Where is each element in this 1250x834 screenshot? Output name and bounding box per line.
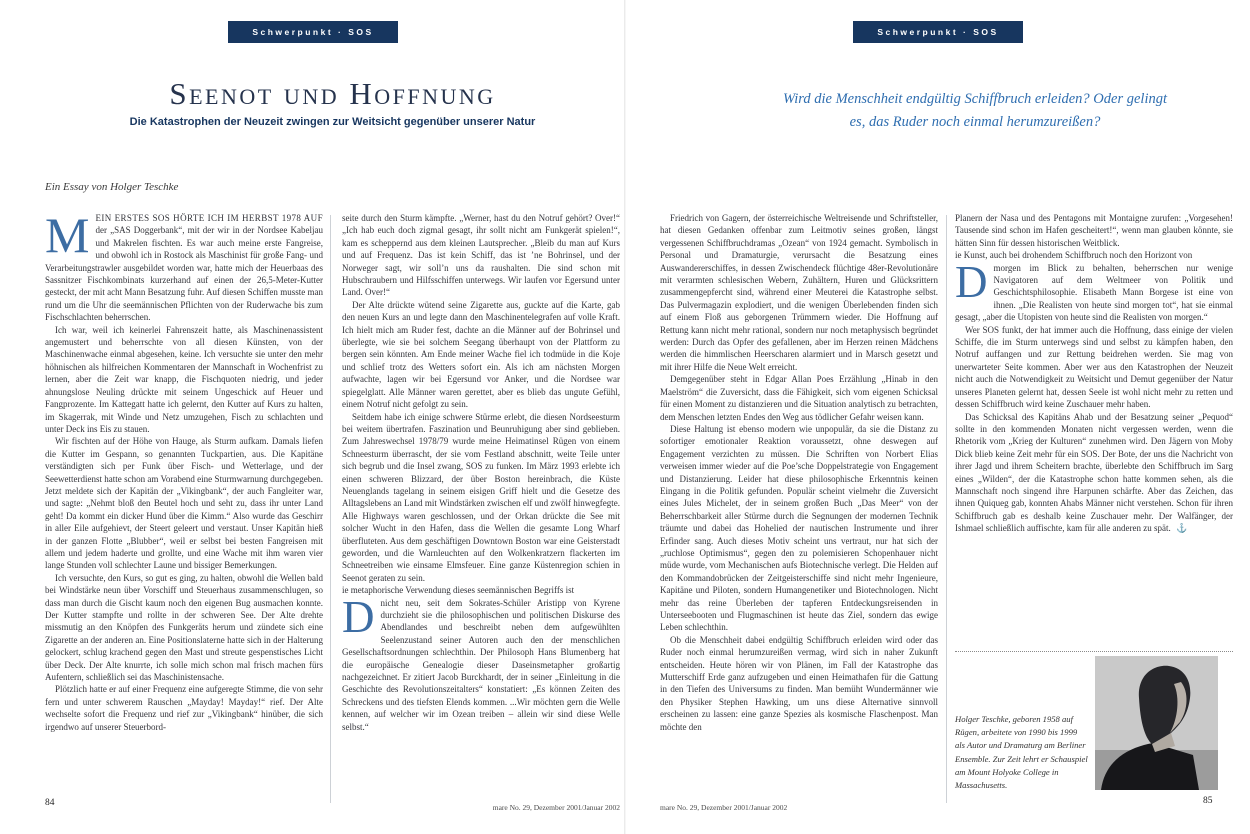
lead-line: ie metaphorische Verwendung dieses seemännischen Begriffs ist: [342, 585, 575, 596]
section-label: Schwerpunkt · SOS: [252, 27, 374, 37]
right-page: [625, 0, 1250, 834]
drop-cap: D: [342, 591, 375, 642]
author-bio: Holger Teschke, geboren 1958 auf Rügen, arbeitete von 1990 bis 1999 als Autor und Dramaturg am Berliner Ensemble. Zur Zeit lehrt er Schauspiel am Mount Holyoke College in Massachusetts.: [955, 714, 1088, 791]
byline: Ein Essay von Holger Teschke: [45, 181, 179, 193]
right-page-column-2: [955, 212, 1233, 654]
paragraph: Ob die Menschheit dabei endgültig Schiffbruch erleiden wird oder das Ruder noch einmal herumzureißen vermag, wird sich in naher Zukunft entscheiden. Heute hören wir von Plänen, im Fall der Katastrophe das Mutterschiff Erde ganz aufzugeben und einen Heimathafen für die Gattung in den Tiefen des Universums zu finden. Man bemüht Wundermänner wie den Physiker Stephen Hawking, um uns diese Alternative sinnvoll erscheinen zu lassen: eine ganze Spezies als kosmische Flaschenpost. Man möchte den: [660, 634, 938, 732]
center-gutter: [624, 0, 626, 834]
issue-footer-left: mare No. 29, Dezember 2001/Januar 2002: [492, 803, 620, 812]
paragraph: Ich war, weil ich keinerlei Fahrenszeit hatte, als Maschinenassistent angemustert und beherrschte von all diesen Künsten, von der Maschinenwache einmal abgesehen, keine. Ich versuchte sie unter den mehr höhnischen als hilfreichen Kommentaren der Mannschaft in Wochenfrist zu lernen, aber die Zeit war knapp, die Fischquoten niedrig, und jeder ahnungslose Neuling drückte mit seinem Ungeschick auf Heuer und Fangprozente. Im Kattegatt hatte ich gelernt, den Kutter auf Kurs zu halten, im Skagerrak, mit Winde und Netz umzugehen, Fisch zu schlachten und unter Deck ins Eis zu stauen.: [45, 324, 323, 434]
paragraph: seite durch den Sturm kämpfte. „Werner, hast du den Notruf gehört? Over!“ „Ich hab euch doch zigmal gesagt, ihr sollt nicht am Funkgerät spielen!“, kam es scheppernd aus dem kleinen Lautsprecher. „Bleib du man auf Kurs und auf Frequenz. Das ist kein Schiff, das ist ’ne Bohrinsel, und der Norweger sagt, wir soll’n uns da raushalten. Die sind schon mit Hubschraubern und Hilfsschiffen unterwegs. Wir laufen vor Egersund unter Land. Over!“: [342, 213, 620, 298]
paragraph: MEIN ERSTES SOS HÖRTE ICH IM HERBST 1978 AUF der „SAS Doggerbank“, mit der wir in der Nordsee Kabeljau und Makrelen fischten. Es war auch meine erste Fangreise, und obwohl ich in Rostock als Maschinist für große Fang- und Verarbeitungstrawler ausgebildet worden war, hatte mich der Heuerbaas des Sassnitzer Fischkombinats kurzerhand auf einen der 26,5-Meter-Kutter gesteckt, der mit acht Mann Besatzung fuhr. Auf diesen Schiffen musste man rund um die Uhr die seemännischen Pflichten von der Ruderwache bis zum Fischschlachten beherrschen.: [45, 212, 323, 323]
left-page-column-2: [342, 212, 620, 808]
page-number-right: 85: [1203, 796, 1213, 806]
drop-cap: D: [955, 256, 988, 307]
author-photo: [1095, 656, 1218, 790]
article-title: Seenot und Hoffnung: [169, 76, 496, 111]
paragraph: Wer SOS funkt, der hat immer auch die Hoffnung, dass einige der vielen Schiffe, die im Sturm unterwegs sind und selbst zu kämpfen haben, den Notruf auffangen und zur Rettung beidrehen werden. Sie mag von unerwarteter Seite kommen. Aber wer aus den Katastrophen der Neuzeit nicht auch die Notwendigkeit zu Weitsicht und Demut gegenüber der Natur unseres Planeten gelernt hat, dessen Seele ist wohl nicht mehr zu retten und dessen Schiffbruch wird keine Zuschauer mehr haben.: [955, 324, 1233, 410]
paragraph: Seitdem habe ich einige schwere Stürme erlebt, die diesen Nordseesturm bei weitem übertrafen. Faszination und Beunruhigung aber sind geblieben. Zum Jahreswechsel 1978/79 wurde meine Heimatinsel Rügen von einem Schneesturm überrascht, der sie vom Festland abschnitt, weite Teile unter sich begrub und die Insel zwang, SOS zu funken. Im März 1993 erlebte ich einen schweren Blizzard, der über Boston hereinbrach, die Küste Neuenglands tagelang in seinem eisigen Griff hielt und die Gesetze des Alltagslebens an Land mit Windstärken zwischen elf und zwölf hinwegfegte. Alle Highways waren geschlossen, und der Orkan drückte die See mit solcher Wucht in den Hafen, dass die Wellen die gesamte Long Wharf überfluteten. Aus dem geschäftigen Downtown Boston war eine Geisterstadt geworden, und die Warnleuchten auf den Wolkenkratzern flackerten im Schneetreiben wie einsame Elmsfeuer. Eine ganze Küstenregion schien in Seenot geraten zu sein.: [342, 411, 620, 583]
author-portrait-illustration: [1095, 656, 1218, 790]
paragraph: Friedrich von Gagern, der österreichische Weltreisende und Schriftsteller, hat diesen Gedanken offenbar zum Leitmotiv seines großen, längst vergessenen Schiffbruchdramas „Ozean“ von 1924 gemacht. Symbolisch in Personal und Dramaturgie, verursacht die Besatzung eines Auswandererschiffes, in dessen Zwischendeck flüchtige 48er-Revolutionäre mit verarmten schlesischen Webern, Zuhältern, Huren und Glücksrittern zusammengepfercht sind, während einer Meuterei die Katastrophe selbst. Das Pulvermagazin explodiert, und die wenigen Überlebenden finden sich auf einem Floß aus geborgenen Trümmern wieder. Die Hoffnung auf Rettung kann nicht mehr rational, sondern nur noch metaphysisch begründet werden: Durch das Opfer des gefallenen, aber im Herzen reinen Mädchens werden die himmlischen Heerscharen alarmiert und in Marsch gesetzt und mit ihrer Hilfe die Neue Welt erreicht.: [660, 213, 938, 372]
column-divider-rule: [330, 215, 331, 803]
issue-footer-right: mare No. 29, Dezember 2001/Januar 2002: [660, 803, 788, 812]
bio-divider-rule: [955, 651, 1233, 652]
left-page-column-1: [45, 212, 323, 808]
lead-line: ie Kunst, auch bei drohendem Schiffbruch noch den Horizont von: [955, 250, 1193, 261]
paragraph: ie Kunst, auch bei drohendem Schiffbruch noch den Horizont von D morgen im Blick zu behalten, beherrschen nur wenige Navigatoren auf dem Weltmeer von Politik und Geschichtsphilosophie. Elisabeth Mann Borgese ist eine von ihnen. „Die Realisten von heute sind morgen tot“, hat sie einmal gesagt, „aber die Utopisten von heute sind die Realisten von morgen.“: [955, 250, 1233, 323]
paragraph: Das Schicksal des Kapitäns Ahab und der Besatzung seiner „Pequod“ sollte in den kommenden Monaten nicht vergessen werden, wenn die Rhetorik vom „Krieg der Kulturen“ zunehmen wird. Den Jägern von Moby Dick blieb keine Zeit mehr für ein SOS. Der Bote, der uns die Nachricht von ihrer Jagd und ihrem Scheitern brachte, überlebte den Schiffbruch im Sarg eines „Wilden“, der die Katastrophe schon hatte kommen sehen, als die Mannschaft noch singend ihre Harpunen schärfte. Aber das Zeichen, das ihnen Quiqueg gab, konnten Ahabs Männer nicht verstehen. Schon für ihren Schiffbruch gab es deshalb keine Zuschauer mehr. Der Walfänger, der Ishmael schließlich auffischte, kam für alle anderen zu spät. ⚓: [955, 411, 1233, 534]
section-label-badge: [228, 21, 398, 43]
paragraph: Planern der Nasa und des Pentagons mit Montaigne zurufen: „Vorgesehen! Tausende sind schon im Hafen gescheitert!“, wenn man glauben könnte, sie hätten Sinn für dessen historischen Weitblick.: [955, 213, 1233, 248]
section-label-badge: [853, 21, 1023, 43]
drop-cap: M: [45, 212, 90, 263]
pull-quote: Wird die Menschheit endgültig Schiffbruch erleiden? Oder gelingt es, das Ruder noch einmal herumzureißen?: [782, 91, 1168, 130]
paragraph: Wir fischten auf der Höhe von Hauge, als Sturm aufkam. Damals liefen die Kutter im Gespann, so genannten Tuckpartien, aus. Die Kapitäne verständigten sich per Funk über Fisch- und Wetterlage, und der Seewetterdienst hatte schon am Vorabend eine Sturmwarnung durchgegeben. Jetzt meldete sich der Kapitän der „Vikingbank“, der auch Fangleiter war, und sagte: „Nehmt bloß den Beutel hoch und seht zu, dass ihr unter Land geht! Da kommt ein dicker Hund über die Kimm.“ Also wurde das Geschirr in aller Eile aufgehievt, der Steert geleert und verstaut. Unser Kapitän hieß in der ganzen Flotte „Blubber“, weil er selbst bei besten Fangreisen mit allem und jedem haderte und grollte, und eine Wache mit ihm waren vier lange Stunden voll schlechter Laune und bissiger Bemerkungen.: [45, 436, 323, 571]
right-page-column-1: [660, 212, 938, 808]
anchor-end-mark: ⚓: [1173, 523, 1188, 534]
paragraph: Plötzlich hatte er auf einer Frequenz eine aufgeregte Stimme, die von sehr fern und unter schwerem Rauschen „Mayday! Mayday!“ rief. Der Alte wechselte sofort die Frequenz und rief zur „Vikingbank“ hinüber, die sich irgendwo auf unserer Steuerbord-: [45, 684, 323, 732]
paragraph: ie metaphorische Verwendung dieses seemännischen Begriffs ist D nicht neu, seit dem Sokrates-Schüler Aristipp von Kyrene durchzieht sie die philosophischen und politischen Diskurse des Abendlandes und beschreibt neben dem aufgewühlten Seelenzustand seiner Autoren auch den der menschlichen Gesellschaftsordnungen schlechthin. Der Philosoph Hans Blumenberg hat die europäische Genealogie dieser Daseinsmetapher großartig nachgezeichnet. Er zitiert Jacob Burckhardt, der in seiner „Einleitung in die Geschichte des Revolutionszeitalters“ konstatiert: „Es können Zeiten des Schreckens und des tiefsten Elends kommen. ...Wir möchten gern die Welle kennen, auf welcher wir im Ozean treiben – allein wir sind diese Welle selbst.“: [342, 585, 620, 732]
article-subtitle: Die Katastrophen der Neuzeit zwingen zur Weitsicht gegenüber unserer Natur: [129, 116, 536, 128]
paragraph: Diese Haltung ist ebenso modern wie unpopulär, da sie die Distanz zu sofortiger emotionaler Reaktion voraussetzt, ohne deswegen auf Engagement verzichten zu müssen. Die Schriften von Norbert Elias verweisen immer wieder auf die Poe’sche Doppelstrategie von Engagement und Distanzierung. Leider hat diese philosophische Erkenntnis keinen Eingang in die Politik gefunden. Populär scheint vielmehr die Zuversicht eines Jules Michelet, der in seinem großen Buch „Das Meer“ von der Beherrschbarkeit aller Stürme durch die Segnungen der modernen Technik träumte und dabei das Hohelied der nautischen Instrumente und ihrer Erfinder sang. Auch dieses Motiv scheint uns vertraut, nur hat sich der „ruchlose Optimismus“, gegen den zu polemisieren Schopenhauer nicht müde wurde, vom Mechanischen aufs Biotechnische verlegt. Die Helden auf den Kommandobrücken der Zeitgeisterschiffe sind nicht mehr Ingenieure, Kapitäne und Piloten, sondern Humangenetiker und Biotechnologen. Nicht mehr das reine Überleben der tapferen Entdeckungsreisenden in Unterseebooten und Flugmaschinen ist heute das Ziel, sondern das ewige Leben schlechthin.: [660, 423, 938, 633]
column-divider-rule: [946, 215, 947, 803]
paragraph: Demgegenüber steht in Edgar Allan Poes Erzählung „Hinab in den Maelström“ die Zuversicht, dass die Fähigkeit, sich vom eigenen Schicksal für einen Moment zu distanzieren und die Situation analytisch zu betrachten, dem Menschen letzten Endes den Weg aus tödlicher Gefahr weisen kann.: [660, 374, 938, 422]
section-label: Schwerpunkt · SOS: [877, 27, 999, 37]
page-number-left: 84: [45, 798, 55, 808]
lead-in-caps: EIN ERSTES SOS HÖRTE ICH IM HERBST 1978 AUF: [95, 213, 323, 223]
paragraph: Ich versuchte, den Kurs, so gut es ging, zu halten, obwohl die Wellen bald bei Windstärke neun über Vorschiff und Steuerhaus zusammenschlugen, so dass man durch die Gischt kaum noch den eigenen Bug ausmachen konnte. Der Kutter stampfte und rollte in der schweren See. Der Alte drehte missmutig an den Knöpfen des Funkgeräts herum und zündete sich eine Zigarette an der anderen an. Eine Positionslaterne hatte sich in der Halterung gelockert, schlug krachend gegen den Mast und streute gespenstisches Licht über Deck. Der Alte knurrte, ich solle mich schon mal frisch machen fürs Aufentern, schließlich sei das Maschinistensache.: [45, 572, 323, 683]
paragraph: Der Alte drückte wütend seine Zigarette aus, guckte auf die Karte, gab den neuen Kurs an und legte dann den Maschinentelegrafen auf volle Kraft. Ich hielt mich am Ruder fest, dachte an die Männer auf der Bohrinsel und überlegte, wie sie bei solchem Seegang überhaupt von der Plattform zu bergen sein könnten. Am Ende meiner Wache fiel ich todmüde in die Koje und schlief trotz des Wetters sofort ein. Als ich am nächsten Morgen aufwachte, lagen wir bei Egersund vor Anker, und die Nordsee war spiegelglatt. Alle Männer waren gerettet, aber es blieb das ungute Gefühl, einem Notruf nicht gefolgt zu sein.: [342, 299, 620, 410]
